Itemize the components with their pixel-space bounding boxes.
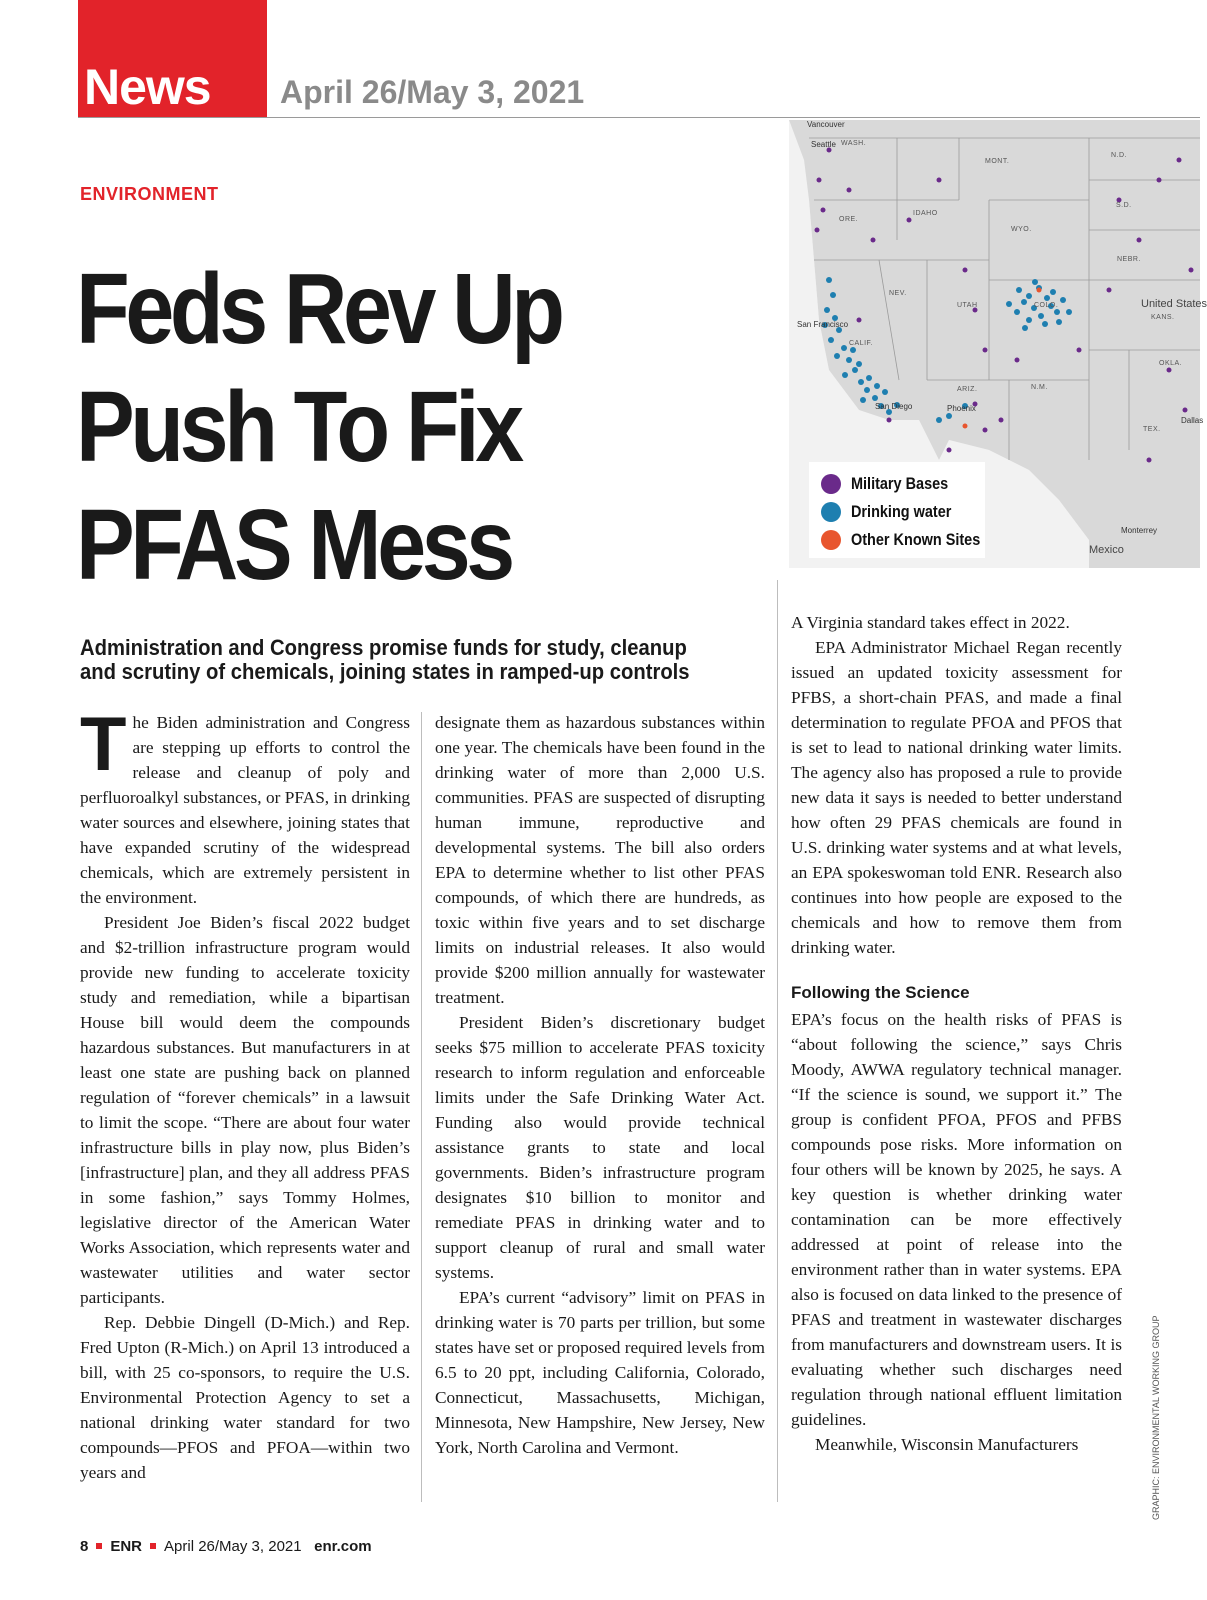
headline-line: Push To Fix	[76, 371, 520, 483]
headline-line: PFAS Mess	[76, 489, 511, 601]
article-paragraph: EPA’s current “advisory” limit on PFAS in drinking water is 70 parts per trillion, but some states have set or proposed required levels from 6.5 to 20 ppt, including California, Colorado, Connecticut, Massachusetts, Michigan, Minnesota, New Hampshire, New Jersey, New York, North Carolina and Vermont.	[435, 1288, 765, 1457]
pfas-sites-map	[789, 120, 1207, 568]
headline	[76, 250, 674, 604]
article-column-3	[791, 610, 1122, 1457]
article-paragraph: Rep. Debbie Dingell (D-Mich.) and Rep. Fred Upton (R-Mich.) on April 13 introduced a bill, with 25 co-sponsors, to require the U.S. Environmental Protection Agency to set a national drinking water standard for two compounds—PFOS and PFOA—within two years and	[80, 1313, 410, 1482]
map-label: WASH.	[841, 140, 867, 147]
article-paragraph: EPA Administrator Michael Regan recently issued an updated toxicity assessment for PFBS, a short-chain PFAS, and made a final determination to regulate PFOA and PFOS that is set to lead to national drinking water limits. The agency also has proposed a rule to provide new data it says is needed to better understand how often 29 PFAS chemicals are found in U.S. drinking water systems and at what levels, an EPA spokeswoman told ENR. Research also continues into how people are exposed to the chemicals and how to remove them from drinking water.	[791, 638, 1122, 957]
footer-site-link[interactable]: enr.com	[314, 1538, 372, 1555]
map-legend	[809, 462, 985, 558]
separator-square-icon	[150, 1543, 156, 1549]
drop-cap: T	[80, 702, 127, 787]
legend-label: Other Known Sites	[851, 530, 981, 549]
map-label: CALIF.	[849, 340, 874, 347]
map-label: MONT.	[985, 158, 1010, 165]
map-label: Dallas	[1181, 416, 1204, 425]
map-label: United States	[1141, 298, 1207, 310]
map-label: COLO.	[1034, 302, 1059, 309]
graphic-credit: GRAPHIC: ENVIRONMENTAL WORKING GROUP	[1151, 1315, 1161, 1520]
article-paragraph: President Biden’s discretionary budget seeks $75 million to accelerate PFAS toxicity research to inform regulation and enforceable limits under the Safe Drinking Water Act. Funding also would provide technical assistance grants to state and local governments. Biden’s infrastructure program designates $10 billion to monitor and remediate PFAS in drinking water and to support cleanup of rural and small water systems.	[435, 1013, 765, 1282]
map-label: NEBR.	[1117, 256, 1141, 263]
article-column-1	[80, 702, 410, 1485]
article-paragraph: EPA’s focus on the health risks of PFAS is “about following the science,” says Chris Moody, AWWA regulatory technical manager. “If the science is sound, we support it.” The group is confident PFOA, PFOS and PFBS compounds pose risks. More information on four others will be known by 2025, he says. A key question is whether drinking water contamination can be more effectively addressed at point of release into the environment rather than in water systems. EPA also is focused on data linked to the presence of PFAS and treatment in wastewater discharges from manufacturers and downstream users. It is evaluating whether such discharges need regulation through national effluent limitation guidelines.	[791, 1010, 1122, 1429]
legend-item-military-bases	[821, 472, 965, 496]
article-paragraph: President Joe Biden’s fiscal 2022 budget and $2-trillion infrastructure program would provide new funding to accelerate toxicity study and remediation, while a bipartisan House bill would deem the compounds hazardous substances. But manufacturers in at least one state are pushing back on planned regulation of “forever chemicals” in a lawsuit to limit the scope. “There are about four water infrastructure bills in play now, plus Biden’s [infrastructure] plan, and they all address PFAS in some fashion,” says Tommy Holmes, legislative director of the American Water Works Association, which represents water and wastewater utilities and water sector participants.	[80, 913, 410, 1307]
map-label: N.M.	[1031, 384, 1048, 391]
map-label: ARIZ.	[957, 386, 978, 393]
map-label: Vancouver	[807, 120, 845, 129]
dek	[80, 636, 724, 684]
map-label: TEX.	[1143, 426, 1161, 433]
column-divider	[777, 580, 778, 1502]
map-label: WYO.	[1011, 226, 1032, 233]
footer-brand: ENR	[110, 1538, 143, 1555]
separator-square-icon	[96, 1543, 102, 1549]
map-label: Seattle	[811, 140, 836, 149]
article-paragraph: Meanwhile, Wisconsin Manufacturers	[815, 1435, 1079, 1454]
map-label: UTAH	[957, 302, 978, 309]
map-label: OKLA.	[1159, 360, 1183, 367]
map-label: S.D.	[1116, 202, 1132, 209]
article-paragraph: A Virginia standard takes effect in 2022.	[791, 613, 1070, 632]
article-paragraph	[80, 702, 410, 910]
news-label: News	[84, 59, 211, 115]
legend-item-drinking-water	[821, 500, 969, 524]
footer-date: April 26/May 3, 2021	[164, 1538, 302, 1555]
map-label: IDAHO	[913, 210, 938, 217]
issue-date: April 26/May 3, 2021	[280, 74, 585, 110]
column-divider	[421, 712, 422, 1502]
map-label: KANS.	[1151, 314, 1175, 321]
headline-line: Feds Rev Up	[76, 253, 561, 365]
map-label: NEV.	[889, 290, 907, 297]
map-label: Phoenix	[947, 404, 976, 413]
article-column-2	[435, 710, 765, 1460]
legend-label: Military Bases	[851, 474, 949, 493]
map-label: N.D.	[1111, 152, 1127, 159]
paragraph-text: he Biden administration and Congress are stepping up efforts to control the release and cleanup of poly and perfluoroalkyl substances, or PFAS, in drinking water sources and elsewhere, joining states that have expanded scrutiny of the widespread chemicals, which are extremely persistent in the environment.	[80, 713, 410, 907]
article-paragraph: designate them as hazardous substances within one year. The chemicals have been found in the drinking water of more than 2,000 U.S. communities. PFAS are suspected of disrupting human immune, reproductive and developmental systems. The bill also orders EPA to determine whether to list other PFAS compounds, of which there are hundreds, as toxic within five years and to set discharge limits on industrial releases. It also would provide $200 million annually for wastewater treatment.	[435, 713, 765, 1007]
map-label: San Diego	[875, 402, 913, 411]
page-number: 8	[80, 1538, 89, 1555]
legend-item-other-known-sites	[821, 528, 1003, 552]
dek-line: and scrutiny of chemicals, joining states in ramped-up controls	[80, 659, 690, 684]
map-label: Monterrey	[1121, 526, 1158, 535]
blue-dot-icon	[821, 502, 841, 522]
subhead: Following the Science	[791, 983, 970, 1002]
orange-dot-icon	[821, 530, 841, 550]
map-label: Mexico	[1089, 544, 1124, 556]
dek-line: Administration and Congress promise funds for study, cleanup	[80, 635, 687, 660]
section-label: ENVIRONMENT	[80, 184, 219, 204]
page-footer	[80, 1538, 372, 1555]
map-label: San Francisco	[797, 320, 849, 329]
legend-label: Drinking water	[851, 502, 952, 521]
map-label: ORE.	[839, 216, 859, 223]
purple-dot-icon	[821, 474, 841, 494]
masthead-rule	[78, 117, 1200, 118]
